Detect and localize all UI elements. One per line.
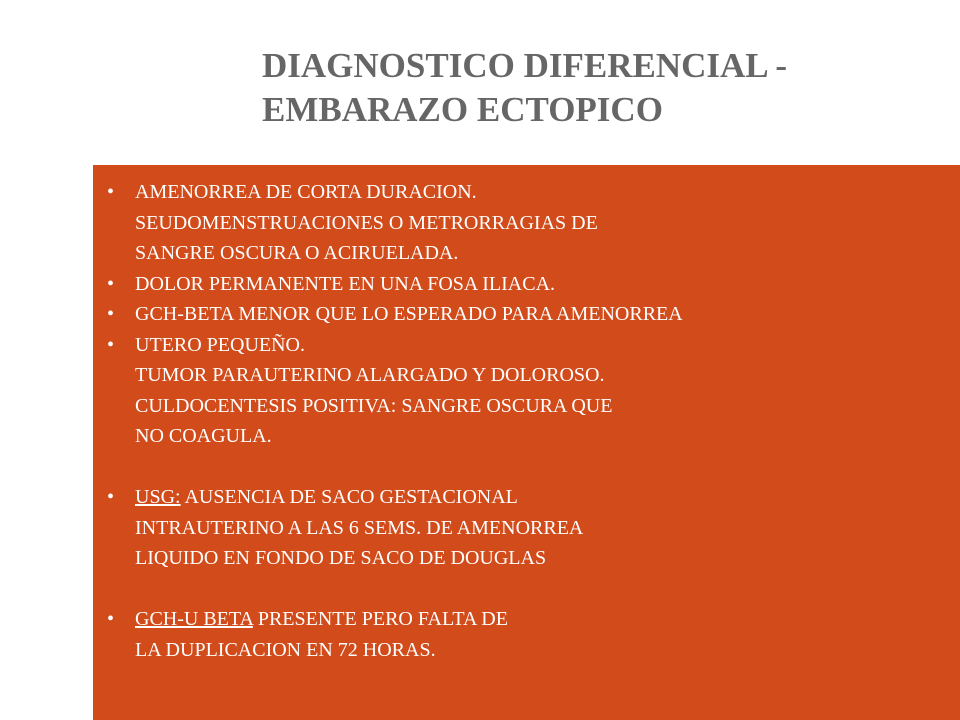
- list-item-amenorrea: [105, 177, 683, 269]
- list-item-text: PRESENTE PERO FALTA DE: [252, 608, 508, 630]
- list-item-line: DOLOR PERMANENTE EN UNA FOSA ILIACA.: [135, 272, 556, 295]
- list-item-line: LA DUPLICACION EN 72 HORAS.: [135, 638, 436, 661]
- list-item-line: UTERO PEQUEÑO.: [135, 333, 305, 356]
- bullet-icon: •: [107, 272, 115, 295]
- slide-title-line-2: EMBARAZO ECTOPICO: [262, 90, 663, 129]
- list-spacer: [105, 452, 683, 483]
- list-spacer: [105, 574, 683, 605]
- bullet-icon: •: [107, 303, 115, 325]
- list-item-gch-u-beta: [105, 604, 683, 665]
- list-item-line: GCH-BETA MENOR QUE LO ESPERADO PARA AMENORREA: [135, 303, 683, 325]
- usg-label: USG:: [135, 486, 181, 508]
- bullet-icon: •: [107, 333, 115, 356]
- list-item-dolor: [105, 269, 683, 300]
- bullet-icon: •: [107, 486, 115, 508]
- list-item-usg: [105, 482, 683, 574]
- bullet-icon: •: [107, 181, 115, 203]
- bullet-list: [105, 177, 683, 665]
- list-item-line: TUMOR PARAUTERINO ALARGADO Y DOLOROSO.: [135, 364, 605, 386]
- gch-u-beta-label: GCH-U BETA: [135, 608, 253, 630]
- list-item-line: SANGRE OSCURA O ACIRUELADA.: [135, 242, 459, 264]
- list-item-utero: [105, 330, 683, 452]
- list-item-text: AUSENCIA DE SACO GESTACIONAL: [180, 486, 518, 508]
- list-item-line: NO COAGULA.: [135, 425, 272, 447]
- slide-title-line-1: DIAGNOSTICO DIFERENCIAL -: [262, 46, 788, 85]
- list-item-line: LIQUIDO EN FONDO DE SACO DE DOUGLAS: [135, 547, 547, 569]
- list-item-line: [135, 604, 683, 635]
- list-item-line: INTRAUTERINO A LAS 6 SEMS. DE AMENORREA: [135, 516, 584, 539]
- content-panel: [93, 165, 960, 720]
- list-item-line: CULDOCENTESIS POSITIVA: SANGRE OSCURA QUE: [135, 394, 613, 417]
- bullet-icon: •: [107, 608, 115, 630]
- list-item-line: SEUDOMENSTRUACIONES O METRORRAGIAS DE: [135, 211, 598, 234]
- list-item-gch-beta: [105, 299, 683, 330]
- list-item-line: AMENORREA DE CORTA DURACION.: [135, 181, 477, 203]
- list-item-line: [135, 482, 683, 513]
- slide-title: [262, 44, 787, 132]
